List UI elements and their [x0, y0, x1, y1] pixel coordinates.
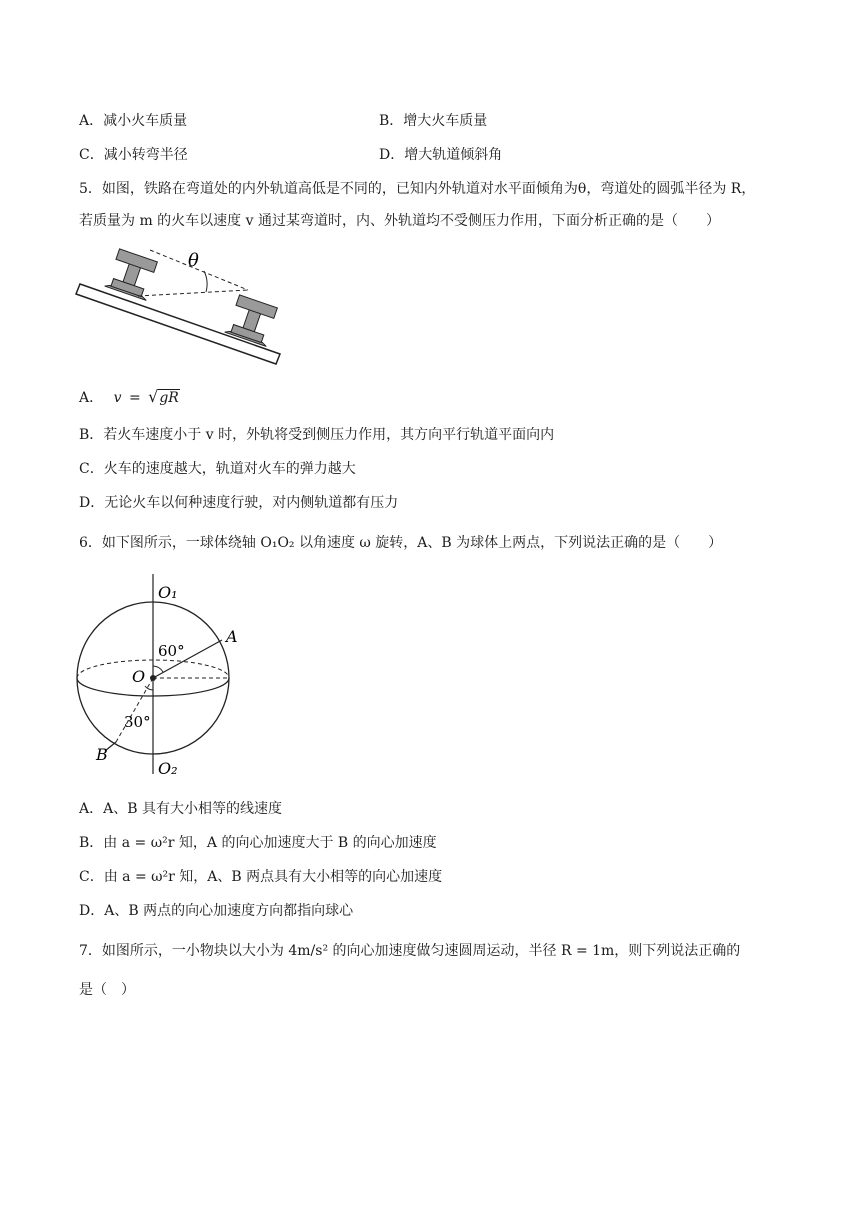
q4-option-a: A．减小火车质量 — [79, 113, 188, 129]
label-O2: O₂ — [158, 759, 178, 778]
q5-option-a-gR: gR — [159, 390, 179, 406]
angle-60-label: 60° — [158, 642, 185, 660]
q7-stem-line1: 7．如图所示，一小物块以大小为 4m/s² 的向心加速度做匀速圆周运动，半径 R = 1m，则下列说法正确的 — [79, 943, 741, 959]
q5-option-a-prefix: A． — [79, 390, 104, 406]
center-point — [150, 675, 156, 681]
q5-option-b: B．若火车速度小于 v 时，外轨将受到侧压力作用，其方向平行轨道平面向内 — [79, 427, 555, 443]
theta-label: θ — [188, 250, 199, 271]
q4-option-b: B．增大火车质量 — [379, 113, 488, 129]
label-O: O — [132, 667, 146, 686]
sqrt-sign: √ — [148, 387, 159, 406]
label-O1: O₁ — [158, 583, 178, 602]
q5-rail-figure — [70, 244, 290, 372]
q6-option-d: D．A、B 两点的向心加速度方向都指向球心 — [79, 903, 354, 919]
q5-option-a-eq: = — [128, 390, 141, 406]
q6-option-b: B．由 a = ω²r 知，A 的向心加速度大于 B 的向心加速度 — [79, 835, 437, 851]
label-A: A — [226, 627, 238, 646]
q5-option-c: C．火车的速度越大，轨道对火车的弹力越大 — [79, 461, 356, 477]
q5-stem-line1: 5．如图，铁路在弯道处的内外轨道高低是不同的，已知内外轨道对水平面倾角为θ，弯道处的圆弧半径为 R， — [79, 181, 756, 197]
q5-stem-line2: 若质量为 m 的火车以速度 v 通过某弯道时，内、外轨道均不受侧压力作用，下面分析正确的是（ ） — [79, 213, 720, 229]
angle-30-label: 30° — [124, 713, 151, 731]
q6-stem: 6．如下图所示，一球体绕轴 O₁O₂ 以角速度 ω 旋转，A、B 为球体上两点，下列说法正确的是（ ） — [79, 535, 723, 551]
q5-option-a-v: v — [113, 390, 122, 406]
q4-option-c: C．减小转弯半径 — [79, 147, 188, 163]
q6-option-c: C．由 a = ω²r 知，A、B 两点具有大小相等的向心加速度 — [79, 869, 443, 885]
q6-sphere-figure — [70, 574, 250, 779]
q7-stem-line2: 是（ ） — [79, 982, 135, 998]
outer-rail — [105, 248, 160, 300]
q6-option-a: A．A、B 具有大小相等的线速度 — [79, 801, 282, 817]
q5-option-a — [79, 387, 180, 408]
q5-option-d: D．无论火车以何种速度行驶，对内侧轨道都有压力 — [79, 495, 399, 511]
q4-option-d: D．增大轨道倾斜角 — [379, 147, 503, 163]
label-B: B — [96, 745, 108, 764]
